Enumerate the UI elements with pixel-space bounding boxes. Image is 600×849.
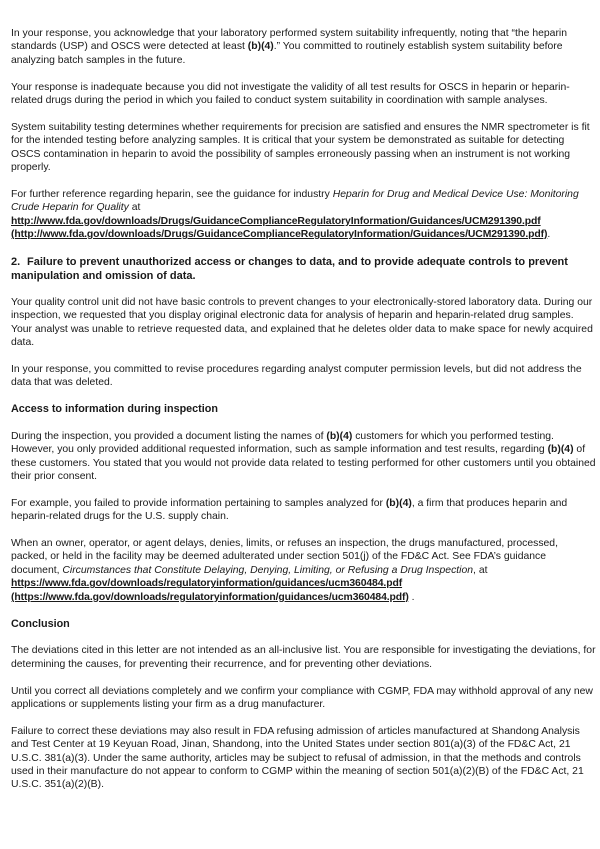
paragraph-quality-control: Your quality control unit did not have basic controls to prevent changes to your electronically-stored laboratory data. During our inspection, we requested that you display original electronic data for analysis of heparin and heparin-related drug samples. Your analyst was unable to retrieve requested data, and explained that he deletes older data to make space for newly acquired data. — [11, 296, 593, 349]
redaction-marker: (b)(4) — [247, 41, 274, 53]
inspection-guidance-link[interactable]: https://www.fda.gov/downloads/regulatoryinformation/guidances/ucm360484.pdf — [11, 578, 403, 590]
inspection-guidance-link-alt[interactable]: (https://www.fda.gov/downloads/regulatoryinformation/guidances/ucm360484.pdf) — [11, 591, 409, 603]
heparin-guidance-link-alt[interactable]: (http://www.fda.gov/downloads/Drugs/GuidanceComplianceRegulatoryInformation/Guidances/UCM291390.pdf) — [11, 229, 548, 241]
paragraph-system-suitability: System suitability testing determines whether requirements for precision are satisfied and ensures the NMR spectrometer is fit for the intended testing before analyzing samples. It is critical that your system be demonstrated as suitable for detecting OSCS contamination in heparin to avoid the possibility of samples erroneously passing when an instrument is not working properly. — [11, 121, 590, 174]
heading-access-to-information: Access to information during inspection — [11, 403, 218, 416]
redaction-marker: (b)(4) — [385, 497, 412, 509]
section-number: 2. — [11, 255, 21, 268]
paragraph-permission-levels: In your response, you committed to revise procedures regarding analyst computer permission levels, but did not address the data that was deleted. — [11, 363, 582, 389]
guidance-title: Circumstances that Constitute Delaying, Denying, Limiting, or Refusing a Drug Inspection — [62, 564, 474, 576]
paragraph-response-inadequate: Your response is inadequate because you did not investigate the validity of all test results for OSCS in heparin or heparin-related drugs during the period in which you failed to conduct system suitability in coordination with sample analyses. — [11, 81, 570, 107]
paragraph-withhold-approval: Until you correct all deviations completely and we confirm your compliance with CGMP, FDA may withhold approval of any new applications or supplements listing your firm as a drug manufacturer. — [11, 685, 593, 710]
heading-conclusion: Conclusion — [11, 617, 70, 630]
heparin-guidance-link[interactable]: http://www.fda.gov/downloads/Drugs/GuidanceComplianceRegulatoryInformation/Guidances/UCM291390.pdf — [11, 215, 541, 227]
paragraph-refusing-admission: Failure to correct these deviations may also result in FDA refusing admission of articles manufactured at Shandong Analysis and Test Center at 19 Keyuan Road, Jinan, Shandong, into the United States under section 801(a)(3) of the FD&C Act, 21 U.S.C. 381(a)(3). Under the same authority, articles may be subject to refusal of admission, in that the methods and controls used in their manufacture do not appear to conform to CGMP within the meaning of section 501(a)(2)(B) of the FD&C Act, 21 U.S.C. 351(a)(2)(B). — [11, 725, 584, 791]
section-title: Failure to prevent unauthorized access or changes to data, and to provide adequate controls to prevent manipulation and omission of data. — [11, 255, 568, 282]
redaction-marker: (b)(4) — [326, 430, 353, 442]
paragraph-document-listing: During the inspection, you provided a document listing the names of (b)(4) customers for which you performed testing. However, you only provided additional requested information, such as sample information and test results, regarding (b)(4) of these customers. You stated that you would not provide data related to testing performed for other customers until you obtained their prior consent. — [11, 430, 596, 483]
paragraph-deviations: The deviations cited in this letter are not intended as an all-inclusive list. You are responsible for investigating the deviations, for determining the causes, for preventing their recurrence, and for preventing other deviations. — [11, 645, 596, 670]
paragraph-inspection-delay: When an owner, operator, or agent delays, denies, limits, or refuses an inspection, the drugs manufactured, processed, packed, or held in the facility may be deemed adulterated under section 501(j) of the FD&C Act. See FDA’s guidance document, Circumstances that Constitute Delaying, Denying, Limiting, or Refusing a Drug Inspection, at https://www.fda.gov/downloads/regulatoryinformation/guidances/ucm360484.pdf (https://www.fda.gov/downloads/regulatoryinformation/guidances/ucm360484.pdf) . — [11, 538, 558, 603]
paragraph-heparin-reference: For further reference regarding heparin, see the guidance for industry Heparin for Drug and Medical Device Use: Monitoring Crude Heparin for Quality at http://www.fda.gov/downloads/Drugs/GuidanceComplianceRegulatoryInformation/Guidances/UCM291390.pdf (http://www.fda.gov/downloads/Drugs/GuidanceComplianceRegulatoryInformation/Guidances/UCM291390.pdf). — [11, 188, 579, 241]
paragraph-response-acknowledgement: In your response, you acknowledge that your laboratory performed system suitability infrequently, noting that “the heparin standards (USP) and OSCS were detected at least (b)(4).” You committed to routinely establish system suitability before analyzing batch samples in the future. — [11, 28, 568, 66]
redaction-marker: (b)(4) — [547, 444, 574, 456]
paragraph-example: For example, you failed to provide information pertaining to samples analyzed for (b)(4), a firm that produces heparin and heparin-related drugs for the U.S. supply chain. — [11, 497, 568, 523]
section-heading-2 — [11, 255, 596, 283]
guidance-title: Heparin for Drug and Medical Device Use: Monitoring Crude Heparin for Quality — [11, 188, 579, 214]
